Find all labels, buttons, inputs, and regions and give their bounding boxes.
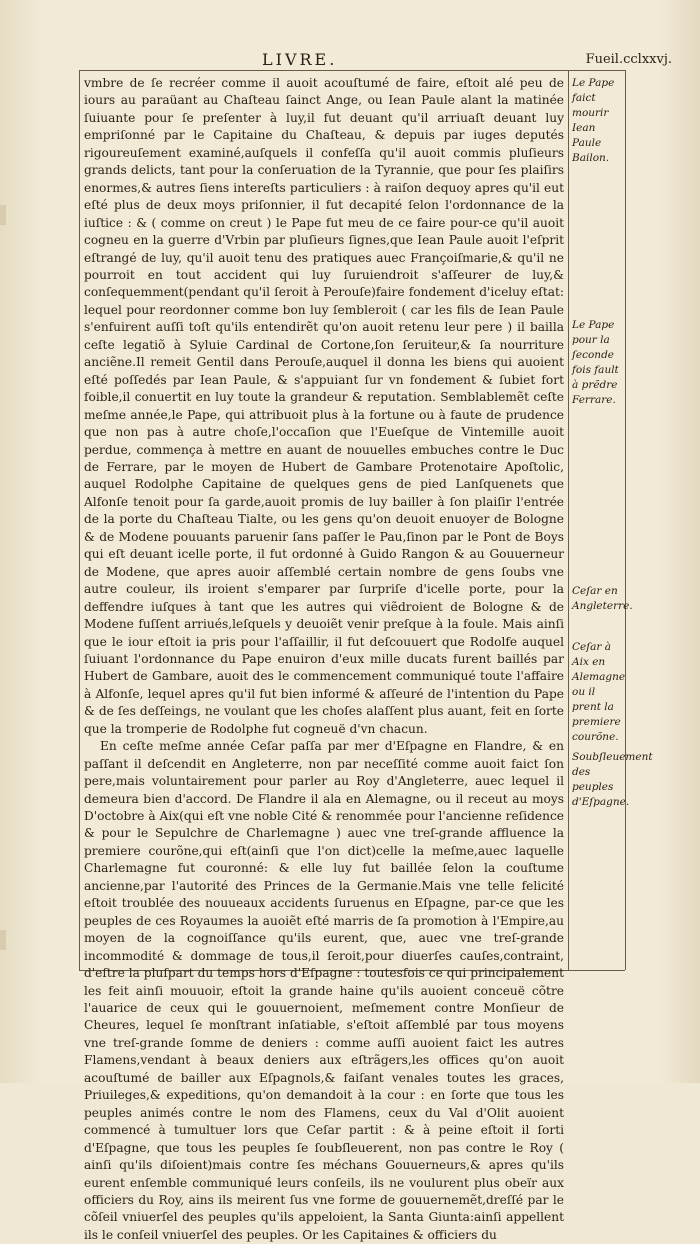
frame-rule-left (79, 70, 80, 970)
frame-rule-top (79, 70, 625, 71)
margin-note-2: Le Pape pour la ſeconde fois fault à prẽdre Ferrare. (572, 319, 619, 406)
main-text-column (84, 75, 564, 1244)
page-edge-mark (0, 205, 6, 225)
frame-rule-right (625, 70, 626, 970)
margin-note-3: Ceſar en Angleterre. (572, 585, 633, 612)
page-edge-mark (0, 930, 6, 950)
page-header (0, 50, 700, 72)
frame-rule-margin (568, 70, 569, 970)
paragraph-2: En ceſte meſme année Ceſar paſſa par mer d'Eſpagne en Flandre, & en paſſant il deſcendit en Angleterre, non par neceſſité comme auoit faict ſon pere,mais voluntairement pour parler au Roy d'Angleterre, auec lequel il demeura bien d'accord. De Flandre il ala en Alemagne, ou il receut au moys D'octobre à Aix(qui eſt vne noble Cité & renommée pour l'ancienne reſidence & pour le Sepulchre de Charlemagne ) auec vne treſ-grande affluence la premiere courõne,qui eſt(ainſi que l'on dict)celle la meſme,auec laquelle Charlemagne fut couronné: & elle luy fut baillée ſelon la couſtume ancienne,par l'autorité des Princes de la Germanie.Mais vne telle felicité eſtoit troublée des nouueaux accidents ſuruenus en Eſpagne, par-ce que les peuples de ces Royaumes la auoiẽt eſté marris de ſa promotion à l'Empire,au moyen de la cognoiſſance qu'ils eurent, que, auec vne treſ-grande incommodité & dommage de tous,il ſeroit,pour diuerſes cauſes,contraint, d'eſtre la pluſpart du temps hors d'Eſpagne : toutesfois ce qui principalement les feit ainſi mouuoir, eſtoit la grande haine qu'ils auoient conceuë cõtre l'auarice de ceux qui le gouuernoient, meſmement contre Monſieur de Cheures, lequel ſe monſtrant inſatiable, s'eſtoit aſſemblé par tous moyens vne treſ-grande ſomme de deniers : comme auſſi auoient faict les autres Flamens,vendant à beaux deniers aux eſtrãgers,les offices qu'on auoit acouſtumé de bailler aux Eſpagnols,& faiſant venales toutes les graces, Priuileges,& expeditions, qu'on demandoit à la cour : en ſorte que tous les peuples animés contre le nom des Flamens, ceux du Val d'Olit auoient commencé à tumultuer lors que Ceſar partit : & à peine eſtoit il ſorti d'Eſpagne, que tous les peuples ſe ſoubſleuerent, non pas contre le Roy ( ainſi qu'ils diſoient)mais contre ſes méchans Gouuerneurs,& apres qu'ils eurent enſemble communiqué leurs conſeils, ils ne voulurent plus obeïr aux officiers du Roy, ains ils meirent ſus vne forme de gouuernemẽt,dreſſé par le cõſeil vniuerſel des peuples qu'ils appeloient, la Santa Giunta:ainſi appellent ils le conſeil vniuerſel des peuples. Or les Capitaines & officiers du (84, 739, 564, 1242)
paragraph-1: vmbre de ſe recréer comme il auoit acouſtumé de faire, eſtoit alé peu de iours au paraüant au Chaſteau ſainct Ange, ou Iean Paule alant la matinée ſuiuante pour ſe preſenter à luy,il fut deuant qu'il arriuaſt deuant luy empriſonné par le Capitaine du Chaſteau, & depuis par iuges deputés rigoureuſement examiné,auſquels il confeſſa qu'il auoit commis pluſieurs grands delicts, tant pour la conſeruation de la Tyrannie, que pour ſes plaiſirs enormes,& autres ſiens intereſts particuliers : à raiſon dequoy apres qu'il eut eſté plus de deux moys priſonnier, il fut decapité ſelon l'ordonnance de la iuſtice : & ( comme on creut ) le Pape fut meu de ce faire pour-ce qu'il auoit cogneu en la guerre d'Vrbin par pluſieurs ſignes,que Iean Paule auoit l'eſprit eſtrangé de luy, qu'il auoit tenu des pratiques auec Françoiſmarie,& qu'il ne pourroit en tout accident qui luy ſuruiendroit s'aſſeurer de luy,& conſequemment(pendant qu'il ſeroit à Perouſe)faire fondement d'iceluy eſtat: lequel pour reordonner comme bon luy ſembleroit ( car les fils de Iean Paule s'enfuirent auſſi toſt qu'ils entendirẽt qu'on auoit retenu leur pere ) il bailla ceſte legatiõ à Syluie Cardinal de Cortone,ſon ſeruiteur,& ſa nourriture anciẽne.Il remeit Gentil dans Perouſe,auquel il donna les biens qui auoient eſté poſſedés par Iean Paule, & s'appuiant ſur vn fondement & ſubiet fort foible,il conuertit en luy toute la grandeur & reputation. Semblablemẽt ceſte meſme année,le Pape, qui attribuoit plus à la fortune ou à faute de prudence que non pas à autre choſe,l'occaſion que l'Eueſque de Vintemille auoit perdue, commença à mettre en auant de nouuelles embuches contre le Duc de Ferrare, par le moyen de Hubert de Gambare Protenotaire Apoſtolic, auquel Rodolphe Capitaine de quelques gens de pied Lanſquenets que Alfonſe tenoit pour ſa garde,auoit promis de luy bailler à ſon plaiſir l'entrée de la porte du Chaſteau Tialte, ou les gens qu'on deuoit enuoyer de Bologne & de Modene pouuants paruenir ſans paſſer le Pau,ſinon par le Pont de Boys qui eſt deuant icelle porte, il fut ordonné à Guido Rangon & au Gouuerneur de Modene, que apres auoir aſſemblé certain nombre de gens ſoubs vne autre couleur, ils iroient s'emparer par ſurpriſe d'icelle porte, pour la deffendre iuſques à tant que les autres qui viẽdroient de Bologne & de Modene fuſſent arriués,leſquels y deuoiẽt venir preſque à la foule. Mais ainſi que le iour eſtoit ia pris pour l'aſſaillir, il fut deſcouuert que Rodolfe auquel ſuiuant l'ordonnance du Pape enuiron d'eux mille ducats furent baillés par Hubert de Gambare, auoit des le commencement communiqué toute l'affaire à Alfonſe, lequel apres qu'il fut bien informé & aſſeuré de l'intention du Pape & de ſes deſſeings, ne voulant que les choſes alaſſent plus auant, feit en ſorte que la tromperie de Rodolphe fut cogneuë d'vn chacun. (84, 76, 564, 736)
running-title: LIVRE. (262, 50, 338, 69)
folio-number: Fueil.cclxxvj. (585, 52, 672, 67)
margin-note-4: Ceſar à Aix en Alemagne ou il prent la premiere courõne. (572, 641, 626, 743)
margin-note-1: Le Pape faict mourir Iean Paule Bailon. (572, 77, 615, 164)
margin-note-5: Soubſleuement des peuples d'Eſpagne. (572, 751, 653, 808)
